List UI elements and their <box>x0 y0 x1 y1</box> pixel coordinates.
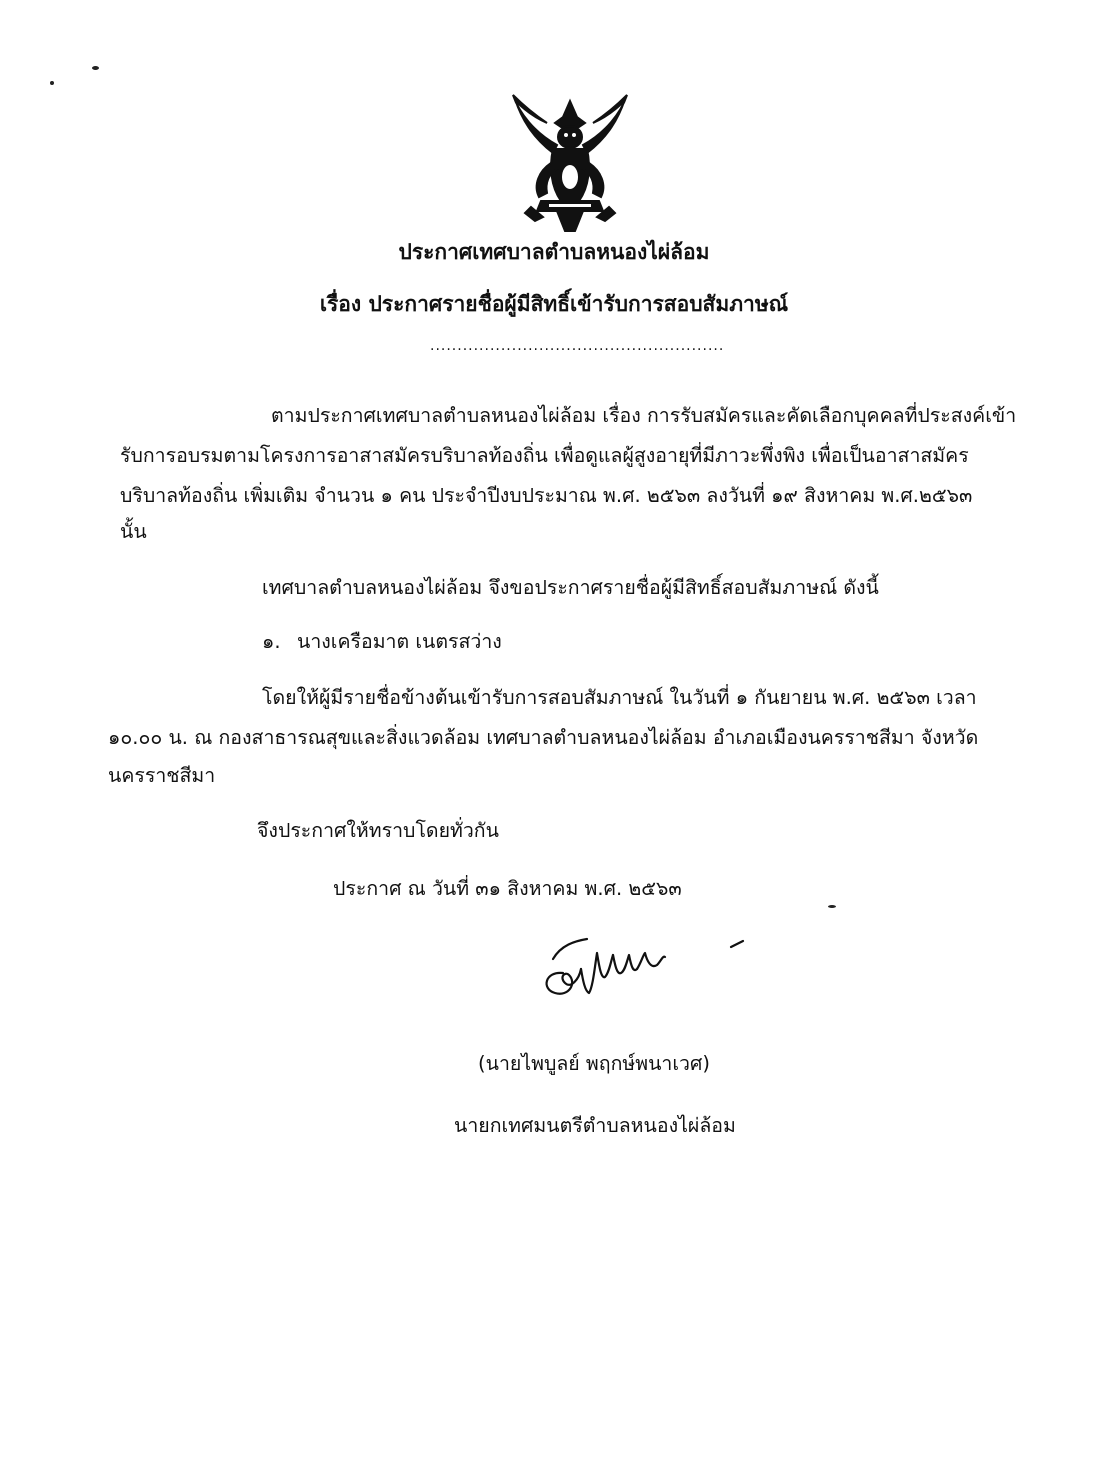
body-line: โดยให้ผู้มีรายชื่อข้างต้นเข้ารับการสอบสัมภาษณ์ ในวันที่ ๑ กันยายน พ.ศ. ๒๕๖๓ เวลา <box>262 686 977 709</box>
announcement-subject: เรื่อง ประกาศรายชื่อผู้มีสิทธิ์เข้ารับการสอบสัมภาษณ์ <box>319 292 789 316</box>
closing-line: จึงประกาศให้ทราบโดยทั่วกัน <box>257 819 499 842</box>
body-line: ตามประกาศเทศบาลตำบลหนองไผ่ล้อม เรื่อง การรับสมัครและคัดเลือกบุคคลที่ประสงค์เข้า <box>271 404 1017 427</box>
body-line: นครราชสีมา <box>108 764 216 787</box>
body-line: ๑๐.๐๐ น. ณ กองสาธารณสุขและสิ่งแวดล้อม เทศบาลตำบลหนองไผ่ล้อม อำเภอเมืองนครราชสีมา จังหวัด <box>108 726 979 749</box>
signer-title: นายกเทศมนตรีตำบลหนองไผ่ล้อม <box>454 1114 736 1137</box>
scan-speck <box>828 905 836 908</box>
list-item-number: ๑. <box>262 630 281 653</box>
garuda-emblem-icon <box>505 93 635 233</box>
body-line: เทศบาลตำบลหนองไผ่ล้อม จึงขอประกาศรายชื่อผู้มีสิทธิ์สอบสัมภาษณ์ ดังนี้ <box>262 576 879 599</box>
body-line: บริบาลท้องถิ่น เพิ่มเติม จำนวน ๑ คน ประจำปีงบประมาณ พ.ศ. ๒๕๖๓ ลงวันที่ ๑๙ สิงหาคม พ.ศ.๒๕๖๓ <box>120 484 973 507</box>
body-line: นั้น <box>120 520 147 543</box>
scan-speck <box>92 66 99 70</box>
list-item-name: นางเครือมาต เนตรสว่าง <box>297 630 502 653</box>
announcement-title: ประกาศเทศบาลตำบลหนองไผ่ล้อม <box>398 240 710 264</box>
title-separator: ...................................................... <box>430 338 725 354</box>
scan-speck <box>50 81 54 85</box>
body-line: รับการอบรมตามโครงการอาสาสมัครบริบาลท้องถิ่น เพื่อดูแลผู้สูงอายุที่มีภาวะพึ่งพิง เพื่อเป็นอาสาสมัคร <box>120 444 969 467</box>
date-line: ประกาศ ณ วันที่ ๓๑ สิงหาคม พ.ศ. ๒๕๖๓ <box>333 877 682 900</box>
handwritten-signature <box>535 925 765 1005</box>
signer-name: (นายไพบูลย์ พฤกษ์พนาเวศ) <box>478 1052 710 1075</box>
